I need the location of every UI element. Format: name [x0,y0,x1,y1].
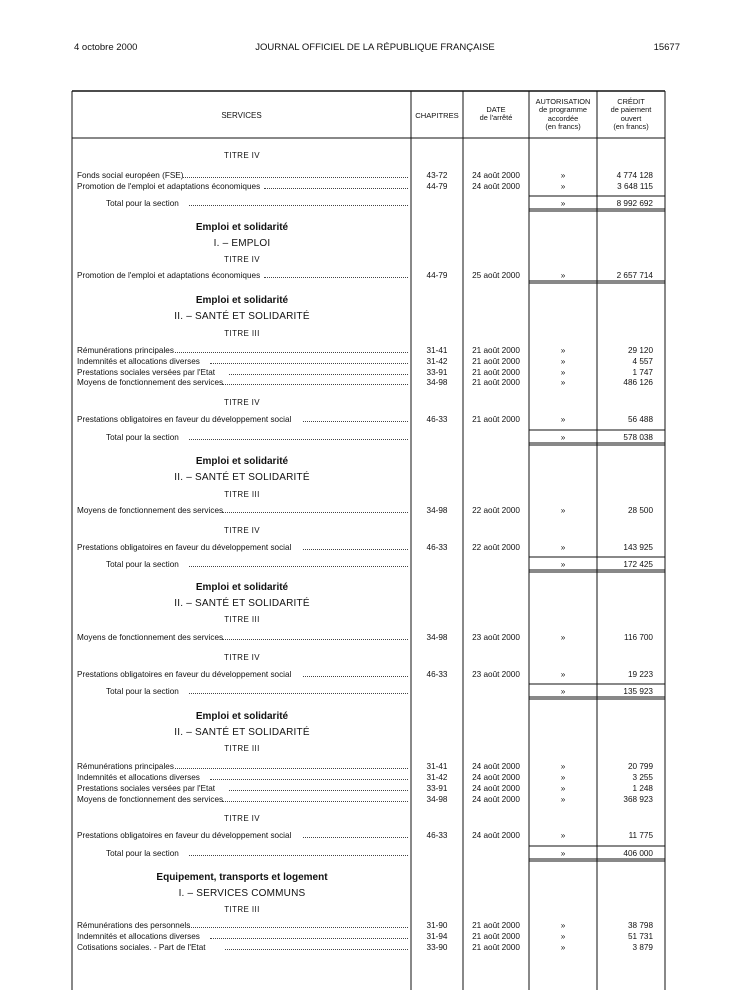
autorisation-value: » [560,415,566,424]
credit-value: 51 731 [627,932,653,941]
credit-value: 368 923 [623,795,653,804]
arrete-date: 24 août 2000 [472,795,520,804]
autorisation-value: » [560,346,566,355]
dot-leader [187,927,408,928]
chapter-number: 31-41 [426,762,448,771]
autorisation-value: » [560,773,566,782]
credit-value: 3 879 [632,943,653,952]
col-header-date [463,106,529,123]
division-heading: II. – SANTÉ ET SOLIDARITÉ [174,472,310,483]
credit-value: 20 799 [627,762,653,771]
chapter-number: 33-90 [426,943,448,952]
ministry-heading: Equipement, transports et logement [156,872,328,883]
section-total-label: Total pour la section [106,199,179,208]
section-total-credit: 406 000 [623,849,653,858]
service-label: Cotisations sociales. - Part de l'Etat [77,943,206,952]
titre-heading: TITRE III [224,905,260,914]
chapter-number: 31-41 [426,346,448,355]
credit-value: 1 248 [632,784,653,793]
dot-leader [303,837,408,838]
arrete-date: 21 août 2000 [472,932,520,941]
arrete-date: 23 août 2000 [472,670,520,679]
dot-leader [189,566,408,567]
col-header-autorisation-line: accordée [547,113,579,123]
chapter-number: 46-33 [426,670,448,679]
arrete-date: 21 août 2000 [472,943,520,952]
dot-leader [303,421,408,422]
autorisation-value: » [560,762,566,771]
chapter-number: 43-72 [426,171,448,180]
service-label: Rémunérations principales [77,762,174,771]
chapter-number: 33-91 [426,784,448,793]
titre-heading: TITRE IV [223,151,261,160]
section-total-credit: 172 425 [623,560,653,569]
service-label: Promotion de l'emploi et adaptations économiques [77,182,261,191]
division-heading: II. – SANTÉ ET SOLIDARITÉ [174,727,310,738]
credit-value: 116 700 [624,633,653,642]
ministry-heading: Emploi et solidarité [195,456,289,467]
service-label: Indemnités et allocations diverses [77,932,200,941]
titre-heading: TITRE III [224,329,260,338]
section-total-label: Total pour la section [106,687,179,696]
autorisation-value: » [560,433,566,442]
service-label: Rémunérations des personnels [77,921,191,930]
arrete-date: 21 août 2000 [472,346,520,355]
col-header-services: SERVICES [221,111,262,120]
col-header-credit-line: ouvert [620,113,642,123]
arrete-date: 22 août 2000 [472,506,520,515]
dot-leader [210,363,408,364]
chapter-number: 31-42 [426,357,448,366]
autorisation-value: » [560,633,566,642]
dot-leader [222,639,408,640]
arrete-date: 24 août 2000 [472,171,520,180]
dot-leader [222,801,408,802]
dot-leader [222,384,408,385]
titre-heading: TITRE IV [223,526,261,535]
dot-leader [210,938,408,939]
autorisation-value: » [560,357,566,366]
arrete-date: 24 août 2000 [472,762,520,771]
ministry-heading: Emploi et solidarité [195,222,289,233]
credit-value: 11 775 [628,831,653,840]
autorisation-value: » [560,795,566,804]
autorisation-value: » [560,687,566,696]
chapter-number: 46-33 [426,831,448,840]
service-label: Prestations sociales versées par l'Etat [77,784,216,793]
service-label: Prestations obligatoires en faveur du développement social [77,670,292,679]
dot-leader [210,779,408,780]
titre-heading: TITRE IV [223,814,261,823]
service-label: Moyens de fonctionnement des services [77,378,224,387]
chapter-number: 34-98 [426,795,448,804]
ministry-heading: Emploi et solidarité [195,295,289,306]
service-label: Prestations obligatoires en faveur du développement social [77,831,292,840]
autorisation-value: » [560,560,566,569]
credit-value: 29 120 [627,346,653,355]
header-page-number: 15677 [653,42,680,53]
section-total-label: Total pour la section [106,433,179,442]
section-total-label: Total pour la section [106,849,179,858]
col-header-autorisation-line: AUTORISATION [535,97,591,106]
chapter-number: 31-94 [426,932,448,941]
dot-leader [229,374,408,375]
arrete-date: 21 août 2000 [472,368,520,377]
arrete-date: 21 août 2000 [472,921,520,930]
chapter-number: 33-91 [426,368,448,377]
col-header-credit-line: CRÉDIT [617,97,645,106]
autorisation-value: » [560,932,566,941]
autorisation-value: » [560,199,566,208]
header-date: 4 octobre 2000 [74,42,138,53]
arrete-date: 24 août 2000 [472,784,520,793]
service-label: Prestations obligatoires en faveur du développement social [77,543,292,552]
credit-value: 56 488 [627,415,653,424]
autorisation-value: » [560,378,566,387]
chapter-number: 44-79 [426,271,448,280]
section-total-label: Total pour la section [106,560,179,569]
arrete-date: 21 août 2000 [472,378,520,387]
service-label: Moyens de fonctionnement des services [77,633,224,642]
credit-value: 3 255 [632,773,653,782]
dot-leader [183,177,408,178]
col-header-credit [597,98,665,132]
credit-value: 38 798 [627,921,653,930]
chapter-number: 31-90 [426,921,448,930]
dot-leader [189,693,408,694]
division-heading: II. – SANTÉ ET SOLIDARITÉ [174,598,310,609]
section-total-credit: 578 038 [623,433,653,442]
service-label: Prestations obligatoires en faveur du développement social [77,415,292,424]
dot-leader [229,790,408,791]
dot-leader [175,352,408,353]
chapter-number: 34-98 [426,506,448,515]
service-label: Fonds social européen (FSE) [77,171,184,180]
credit-value: 28 500 [627,506,653,515]
dot-leader [264,277,408,278]
arrete-date: 22 août 2000 [472,543,520,552]
autorisation-value: » [560,171,566,180]
credit-value: 3 648 115 [617,182,653,191]
autorisation-value: » [560,271,566,280]
service-label: Moyens de fonctionnement des services [77,795,224,804]
autorisation-value: » [560,670,566,679]
arrete-date: 24 août 2000 [472,831,520,840]
division-heading: I. – EMPLOI [213,238,271,249]
credit-value: 19 223 [627,670,653,679]
dot-leader [303,549,408,550]
titre-heading: TITRE IV [223,653,261,662]
autorisation-value: » [560,849,566,858]
titre-heading: TITRE IV [223,398,261,407]
autorisation-value: » [560,943,566,952]
credit-value: 486 126 [623,378,653,387]
titre-heading: TITRE IV [223,255,261,264]
autorisation-value: » [560,831,566,840]
service-label: Prestations sociales versées par l'Etat [77,368,216,377]
autorisation-value: » [560,368,566,377]
arrete-date: 21 août 2000 [472,415,520,424]
dot-leader [303,676,408,677]
dot-leader [225,949,408,950]
chapter-number: 31-42 [426,773,448,782]
section-total-credit: 8 992 692 [616,199,653,208]
col-header-credit-line: (en francs) [613,122,649,132]
dot-leader [189,855,408,856]
chapter-number: 46-33 [426,543,448,552]
autorisation-value: » [560,506,566,515]
service-label: Indemnités et allocations diverses [77,357,200,366]
chapter-number: 44-79 [426,182,448,191]
arrete-date: 21 août 2000 [472,357,520,366]
chapter-number: 34-98 [426,633,448,642]
dot-leader [222,512,408,513]
section-total-credit: 135 923 [623,687,653,696]
service-label: Moyens de fonctionnement des services [77,506,224,515]
division-heading: II. – SANTÉ ET SOLIDARITÉ [174,311,310,322]
service-label: Rémunérations principales [77,346,174,355]
col-header-credit-line: de paiement [610,105,652,115]
credit-value: 4 557 [632,357,653,366]
ministry-heading: Emploi et solidarité [195,582,289,593]
autorisation-value: » [560,182,566,191]
titre-heading: TITRE III [224,615,260,624]
header-title: JOURNAL OFFICIEL DE LA RÉPUBLIQUE FRANÇAISE [255,42,495,53]
dot-leader [189,439,408,440]
service-label: Promotion de l'emploi et adaptations économiques [77,271,261,280]
ministry-heading: Emploi et solidarité [195,711,289,722]
autorisation-value: » [560,543,566,552]
col-header-autorisation [529,98,597,132]
chapter-number: 46-33 [426,415,448,424]
credit-value: 143 925 [623,543,653,552]
col-header-date-line2: de l'arrêté [479,113,513,123]
chapter-number: 34-98 [426,378,448,387]
col-header-autorisation-line: de programme [538,105,588,115]
credit-value: 4 774 128 [616,171,653,180]
col-header-date-line1: DATE [486,105,506,114]
col-header-autorisation-line: (en francs) [545,122,581,132]
dot-leader [175,768,408,769]
titre-heading: TITRE III [224,490,260,499]
titre-heading: TITRE III [224,744,260,753]
credit-value: 1 747 [632,368,653,377]
service-label: Indemnités et allocations diverses [77,773,200,782]
autorisation-value: » [560,921,566,930]
arrete-date: 23 août 2000 [472,633,520,642]
col-header-chapitres: CHAPITRES [415,111,459,120]
dot-leader [264,188,408,189]
arrete-date: 24 août 2000 [472,182,520,191]
credit-value: 2 657 714 [616,271,653,280]
dot-leader [189,205,408,206]
arrete-date: 24 août 2000 [472,773,520,782]
division-heading: I. – SERVICES COMMUNS [178,888,306,899]
autorisation-value: » [560,784,566,793]
arrete-date: 25 août 2000 [472,271,520,280]
